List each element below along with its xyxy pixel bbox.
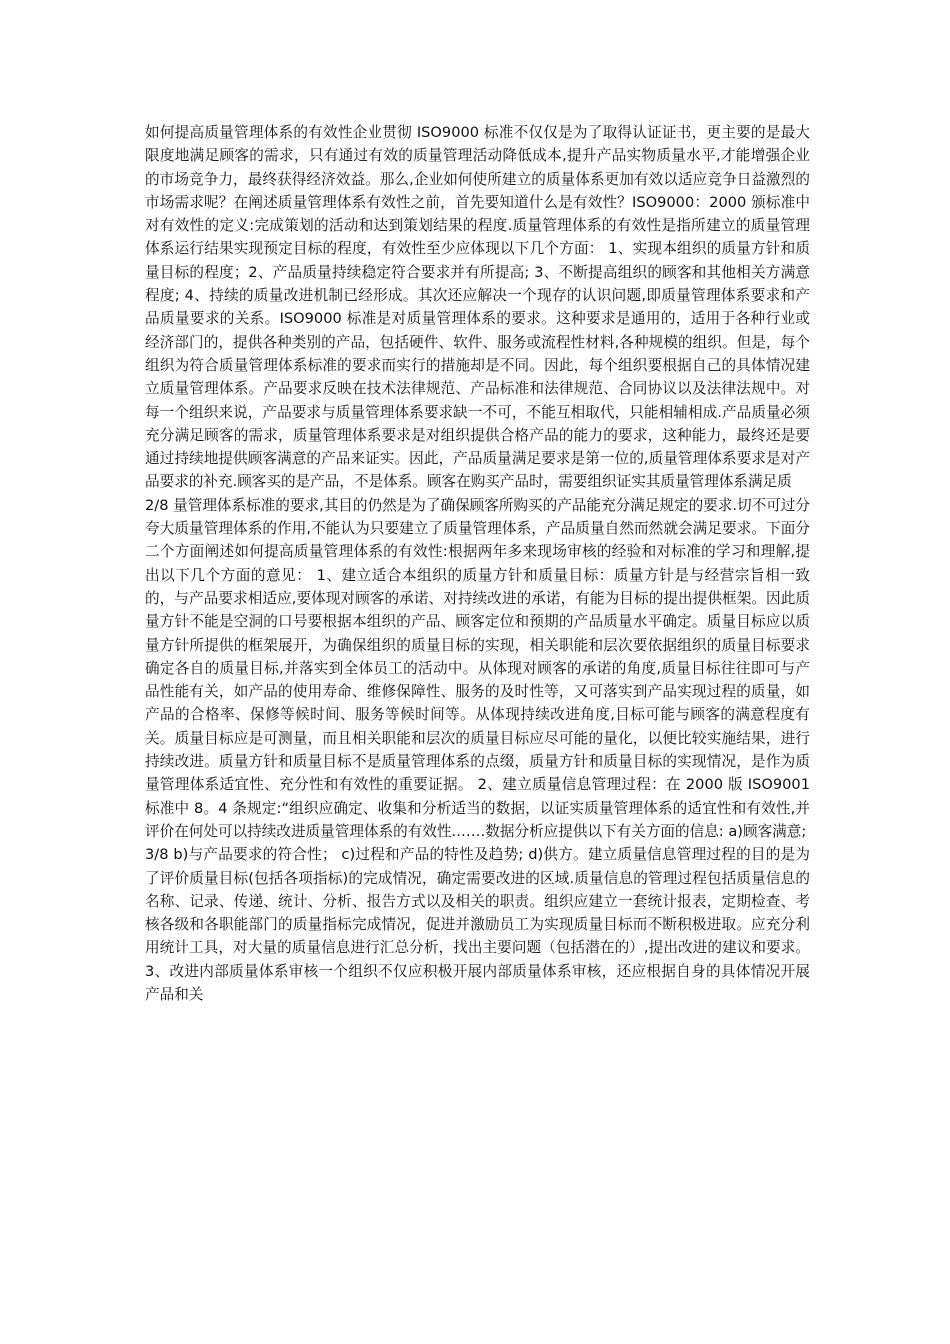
body-paragraph-3: 3/8 b)与产品要求的符合性； c)过程和产品的特性及趋势; d)供方。建立质量信息管理过程的目的是为了评价质量目标(包括各项指标)的完成情况，确定需要改进的区域.质量信息的管理过程包括质量信息的名称、记录、传递、统计、分析、报告方式以及相关的职责。组织应建立一套统计报表，定期检查、考核各级和各职能部门的质量指标完成情况，促进并激励员工为实现质量目标而不断积极进取。应充分利用统计工具，对大量的质量信息进行汇总分析，找出主要问题（包括潜在的）,提出改进的建议和要求。 3、改进内部质量体系审核一个组织不仅应积极开展内部质量体系审核，还应根据自身的具体情况开展产品和关 [145,846,810,1003]
document-body [145,121,810,1006]
body-paragraph-2: 2/8 量管理体系标准的要求,其目的仍然是为了确保顾客所购买的产品能充分满足规定的要求.切不可过分夸大质量管理体系的作用,不能认为只要建立了质量管理体系，产品质量自然而然就会满足要求。下面分二个方面阐述如何提高质量管理体系的有效性:根据两年多来现场审核的经验和对标准的学习和理解,提出以下几个方面的意见： 1、建立适合本组织的质量方针和质量目标：质量方针是与经营宗旨相一致的，与产品要求相适应,要体现对顾客的承诺、对持续改进的承诺，有能为目标的提出提供框架。因此质量方针不能是空洞的口号要根据本组织的产品、顾客定位和预期的产品质量水平确定。质量目标应以质量方针所提供的框架展开，为确保组织的质量目标的实现，相关职能和层次要依据组织的质量目标要求确定各自的质量目标,并落实到全体员工的活动中。从体现对顾客的承诺的角度,质量目标往往即可与产品性能有关，如产品的使用寿命、维修保障性、服务的及时性等，又可落实到产品实现过程的质量，如产品的合格率、保修等候时间、服务等候时间等。从体现持续改进角度,目标可能与顾客的满意程度有关。质量目标应是可测量，而且相关职能和层次的质量目标应尽可能的量化，以便比较实施结果，进行持续改进。质量方针和质量目标不是质量管理体系的点缀，质量方针和质量目标的实现情况，是作为质量管理体系适宜性、充分性和有效性的重要证据。 2、建立质量信息管理过程：在 2000 版 ISO9001 标准中 8。4 条规定:“组织应确定、收集和分析适当的数据，以证实质量管理体系的适宜性和有效性,并评价在何处可以持续改进质量管理体系的有效性.……数据分析应提供以下有关方面的信息: a)顾客满意; [145,496,810,840]
body-paragraph-1: 如何提高质量管理体系的有效性企业贯彻 ISO9000 标准不仅仅是为了取得认证证书，更主要的是最大限度地满足顾客的需求，只有通过有效的质量管理活动降低成本,提升产品实物质量水平,才能增强企业的市场竞争力，最终获得经济效益。那么,企业如何使所建立的质量体系更加有效以适应竞争日益激烈的市场需求呢？在阐述质量管理体系有效性之前，首先要知道什么是有效性？ISO9000：2000 颁标准中对有效性的定义:完成策划的活动和达到策划结果的程度.质量管理体系的有效性是指所建立的质量管理体系运行结果实现预定目标的程度，有效性至少应体现以下几个方面： 1、实现本组织的质量方针和质量目标的程度；2、产品质量持续稳定符合要求并有所提高; 3、不断提高组织的顾客和其他相关方满意程度; 4、持续的质量改进机制已经形成。其次还应解决一个现存的认识问题,即质量管理体系要求和产品质量要求的关系。ISO9000 标准是对质量管理体系的要求。这种要求是通用的，适用于各种行业或经济部门的，提供各种类别的产品，包括硬件、软件、服务或流程性材料,各种规模的组织。但是，每个组织为符合质量管理体系标准的要求而实行的措施却是不同。因此，每个组织要根据自己的具体情况建立质量管理体系。产品要求反映在技术法律规范、产品标准和法律规范、合同协议以及法律法规中。对每一个组织来说，产品要求与质量管理体系要求缺一不可，不能互相取代，只能相辅相成.产品质量必须充分满足顾客的需求，质量管理体系要求是对组织提供合格产品的能力的要求，这种能力，最终还是要通过持续地提供顾客满意的产品来证实。因此，产品质量满足要求是第一位的,质量管理体系要求是对产品要求的补充.顾客买的是产品，不是体系。顾客在购买产品时，需要组织证实其质量管理体系满足质 [145,124,810,491]
